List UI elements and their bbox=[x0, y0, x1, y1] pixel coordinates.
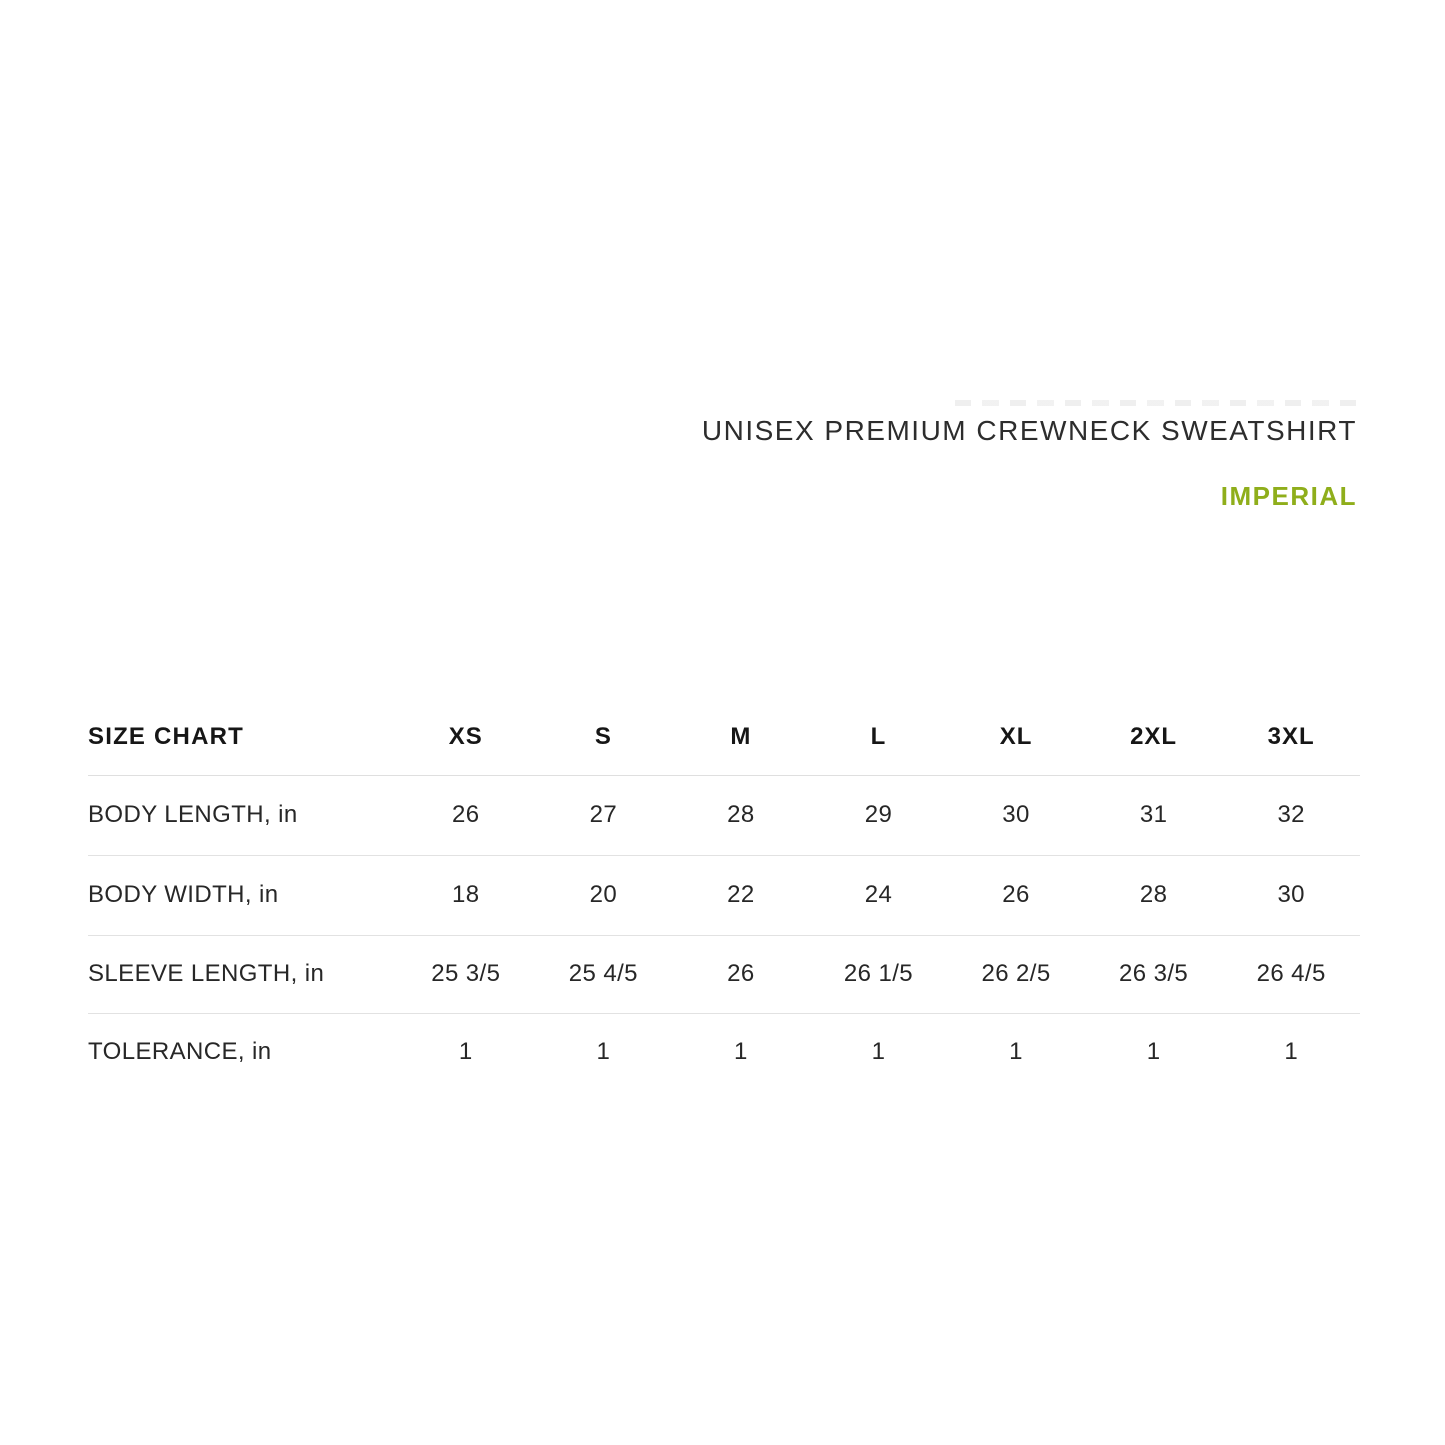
table-row-body-width bbox=[88, 855, 1360, 935]
cell-value: 26 2/5 bbox=[947, 935, 1085, 1013]
cell-value: 1 bbox=[458, 1038, 473, 1066]
cell-value: 28 bbox=[1085, 855, 1223, 935]
cell-value: 1 bbox=[871, 1038, 886, 1066]
cell-value: 30 bbox=[1222, 855, 1360, 935]
column-header-m: M bbox=[672, 700, 810, 775]
cell-value: 25 4/5 bbox=[535, 935, 673, 1013]
column-header-l: L bbox=[810, 700, 948, 775]
size-chart-heading: SIZE CHART bbox=[88, 700, 397, 775]
cell-value: 1 bbox=[596, 1038, 611, 1066]
cell-value: 27 bbox=[535, 775, 673, 855]
cell-value: 29 bbox=[810, 775, 948, 855]
cell-value: 26 1/5 bbox=[810, 935, 948, 1013]
column-header-xs: XS bbox=[397, 700, 535, 775]
cell-value: 25 3/5 bbox=[397, 935, 535, 1013]
cell-value: 18 bbox=[397, 855, 535, 935]
cropped-text-artifact bbox=[955, 400, 1357, 406]
cell-value: 20 bbox=[535, 855, 673, 935]
cell-value: 26 bbox=[672, 935, 810, 1013]
cell-value: 26 4/5 bbox=[1222, 935, 1360, 1013]
table-row-body-length bbox=[88, 775, 1360, 855]
units-label: IMPERIAL bbox=[1220, 481, 1357, 511]
row-label: BODY WIDTH, in bbox=[88, 855, 397, 935]
cell-value: 28 bbox=[672, 775, 810, 855]
product-title: UNISEX PREMIUM CREWNECK SWEATSHIRT bbox=[701, 415, 1357, 446]
row-label: BODY LENGTH, in bbox=[88, 775, 397, 855]
cell-value: 22 bbox=[672, 855, 810, 935]
column-header-s: S bbox=[535, 700, 673, 775]
table-row-tolerance bbox=[88, 1013, 1360, 1091]
cell-value: 1 bbox=[1009, 1038, 1023, 1066]
column-header-2xl: 2XL bbox=[1085, 700, 1223, 775]
size-chart bbox=[88, 700, 1360, 1091]
table-row-sleeve-length bbox=[88, 935, 1360, 1013]
column-header-3xl: 3XL bbox=[1222, 700, 1360, 775]
cell-value: 31 bbox=[1085, 775, 1223, 855]
cell-value: 24 bbox=[810, 855, 948, 935]
cell-value: 1 bbox=[1146, 1038, 1161, 1066]
size-chart-header-row bbox=[88, 700, 1360, 775]
column-header-xl: XL bbox=[947, 700, 1085, 775]
cell-value: 26 bbox=[397, 775, 535, 855]
cell-value: 1 bbox=[1284, 1038, 1299, 1066]
header-block bbox=[702, 414, 1357, 511]
size-chart-table bbox=[88, 700, 1360, 1091]
cell-value: 26 bbox=[947, 855, 1085, 935]
cell-value: 26 3/5 bbox=[1085, 935, 1223, 1013]
cell-value: 1 bbox=[734, 1038, 748, 1066]
row-label: SLEEVE LENGTH, in bbox=[88, 935, 397, 1013]
cell-value: 30 bbox=[947, 775, 1085, 855]
cell-value: 32 bbox=[1222, 775, 1360, 855]
row-label: TOLERANCE, in bbox=[88, 1038, 272, 1066]
